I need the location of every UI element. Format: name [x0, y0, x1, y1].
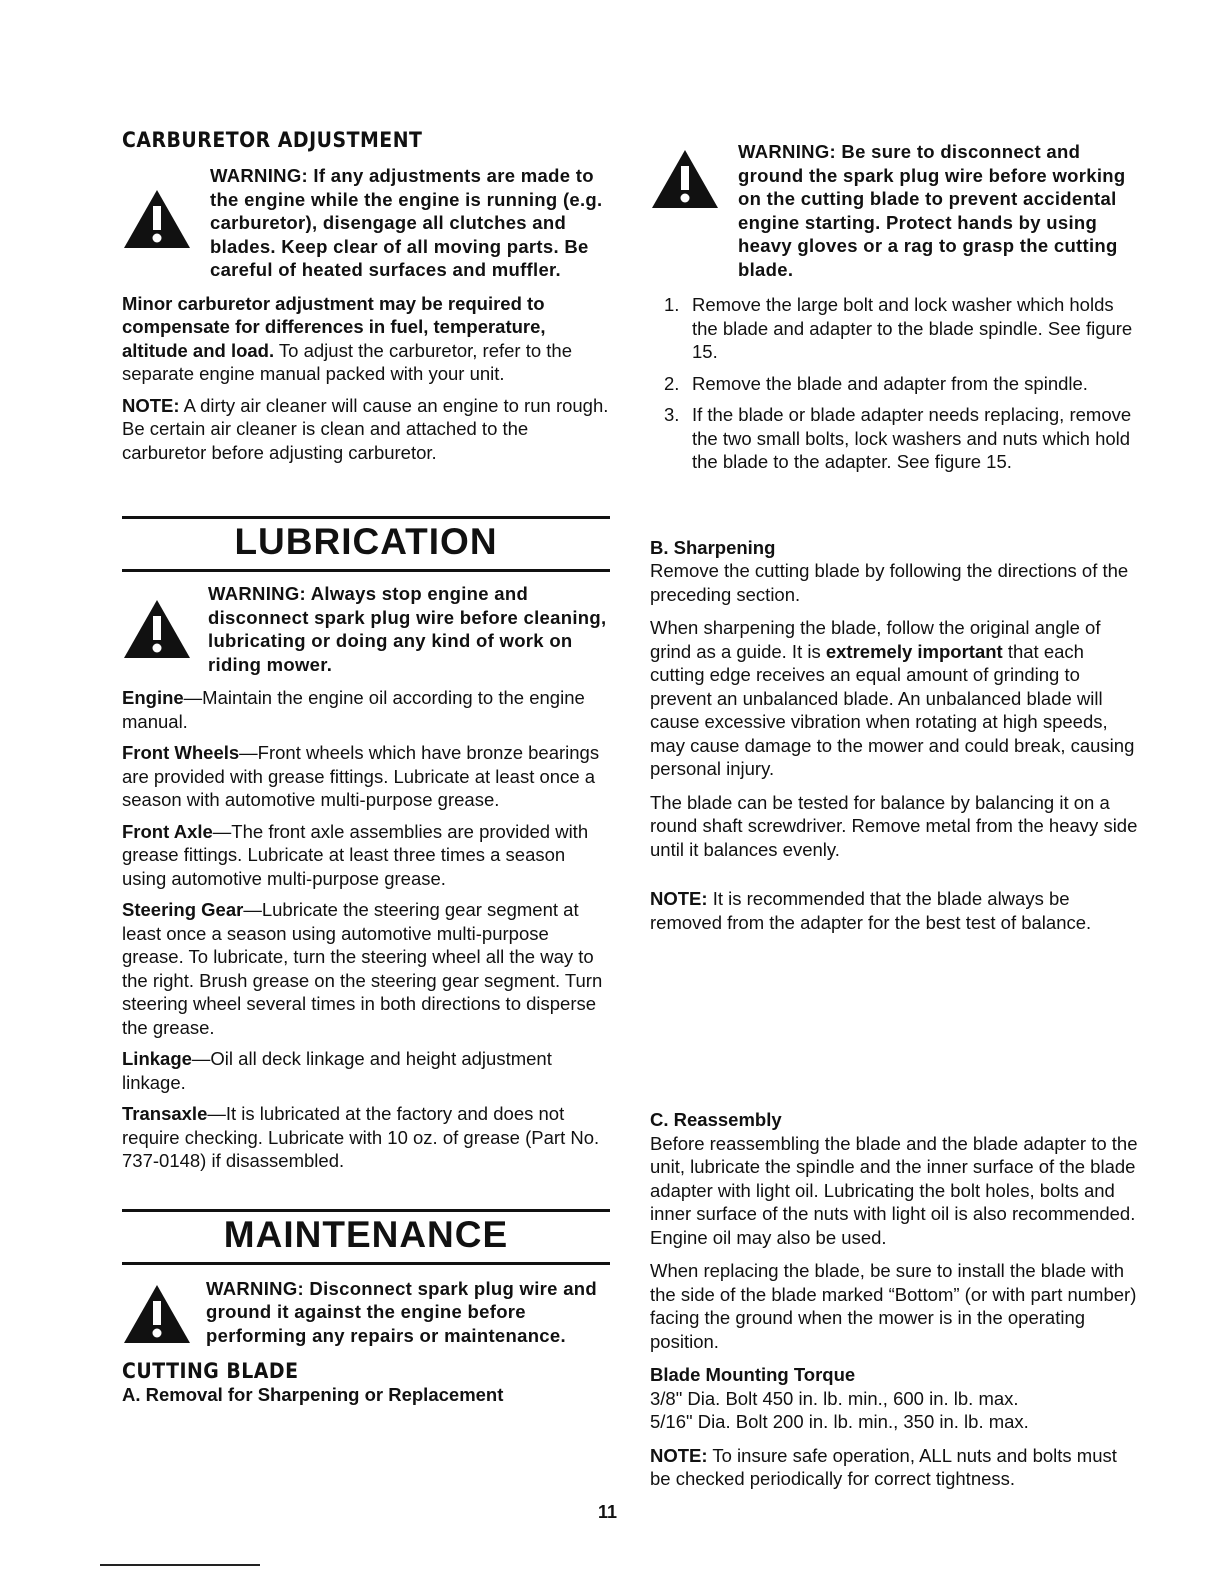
footer-rule	[100, 1564, 260, 1566]
divider	[122, 1262, 610, 1265]
item-label: Engine	[122, 687, 184, 708]
lubrication-item	[122, 1047, 610, 1094]
lubrication-items	[122, 686, 610, 1173]
item-text: —It is lubricated at the factory and does not require checking. Lubricate with 10 oz. of grease (Part No. 737-0148) if disassembled.	[122, 1103, 600, 1171]
divider	[122, 516, 610, 519]
lubrication-item	[122, 1102, 610, 1173]
divider	[122, 1209, 610, 1212]
page-number: 11	[598, 1502, 618, 1522]
sharpening-paragraph: The blade can be tested for balance by balancing it on a round shaft screwdriver. Remove metal from the heavy side until it balances evenly.	[650, 791, 1138, 860]
left-column	[122, 128, 610, 1407]
step-text: Remove the blade and adapter from the spindle.	[692, 372, 1088, 394]
removal-heading: A. Removal for Sharpening or Replacement	[122, 1384, 504, 1405]
warning-icon	[122, 598, 192, 660]
emphasis: extremely important	[825, 640, 1003, 662]
note-text: To insure safe operation, ALL nuts and bolts must be checked periodically for correct tightness.	[650, 1444, 1117, 1489]
cutting-blade-heading: CUTTING BLADE	[122, 1359, 299, 1383]
warning-icon	[122, 188, 192, 250]
carburetor-note-text: A dirty air cleaner will cause an engine to run rough. Be certain air cleaner is clean and attached to the carburetor before adjusting carburetor.	[122, 394, 609, 463]
divider	[122, 569, 610, 572]
maintenance-section-header	[122, 1209, 610, 1265]
blade-warning-text: WARNING: Be sure to disconnect and ground the spark plug wire before working on the cutting blade to prevent accidental engine starting. Protect hands by using heavy gloves or a rag to grasp the cutting blade.	[738, 141, 1126, 280]
carburetor-warning-text: WARNING: If any adjustments are made to the engine while the engine is running (e.g. carburetor), disengage all clutches and blades. Keep clear of all moving parts. Be careful of heated surfaces and muffler.	[210, 165, 603, 280]
right-column	[650, 140, 1140, 1489]
sharpening-heading: B. Sharpening	[650, 536, 776, 558]
removal-steps	[650, 293, 1140, 474]
sharpening-section	[650, 536, 1140, 935]
sharpening-paragraph	[650, 616, 1140, 781]
warning-icon	[650, 148, 720, 210]
maintenance-title: MAINTENANCE	[223, 1213, 509, 1255]
item-label: Front Wheels	[122, 742, 240, 763]
item-text: —The front axle assemblies are provided with grease fittings. Lubricate at least three times a season using automotive multi-purpose grease.	[122, 820, 589, 889]
note-label: NOTE:	[650, 1444, 708, 1466]
carburetor-paragraph-rest: To adjust the carburetor, refer to the separate engine manual packed with your unit.	[122, 339, 573, 384]
torque-heading: Blade Mounting Torque	[650, 1364, 856, 1385]
carburetor-paragraph	[122, 292, 610, 386]
reassembly-section	[650, 1108, 1140, 1491]
item-text: —Maintain the engine oil according to the engine manual.	[122, 687, 585, 732]
item-label: Front Axle	[122, 820, 213, 842]
reassembly-note	[650, 1444, 1140, 1491]
reassembly-paragraph: Before reassembling the blade and the blade adapter to the unit, lubricate the spindle and the inner surface of the blade adapter with light oil. Lubricating the bolt holes, bolts and inner surface of the nuts with light oil is also recommended. Engine oil may also be used.	[650, 1132, 1138, 1248]
note-label: NOTE:	[122, 394, 180, 416]
item-text: —Front wheels which have bronze bearings are provided with grease fittings. Lubricate at least once a season with automotive multi-purpose grease.	[122, 742, 600, 810]
lubrication-item	[122, 741, 610, 812]
step-number: 2.	[664, 372, 680, 394]
step-text: If the blade or blade adapter needs replacing, remove the two small bolts, lock washers and nuts which hold the blade to the adapter. See figure 15.	[692, 404, 1132, 472]
item-text: —Lubricate the steering gear segment at least once a season using automotive multi-purpose grease. To lubricate, turn the steering wheel all the way to the right. Brush grease on the steering gear segment. Turn steering wheel several times in both directions to disperse the grease.	[122, 899, 603, 1038]
blade-warning	[650, 140, 1140, 281]
torque-spec: 3/8" Dia. Bolt 450 in. lb. min., 600 in. lb. max.	[650, 1387, 1019, 1409]
list-item	[650, 403, 1140, 474]
maintenance-warning-text: WARNING: Disconnect spark plug wire and ground it against the engine before performing any repairs or maintenance.	[206, 1277, 598, 1346]
text-span: that each cutting edge receives an equal amount of grinding to prevent an unbalanced blade. An unbalanced blade will cause excessive vibration when rotating at high speeds, may cause damage to the mower and could break, causing personal injury.	[650, 640, 1135, 779]
lubrication-title: LUBRICATION	[234, 521, 498, 562]
text-span: When sharpening the blade, follow the original angle of grind as a guide. It is	[650, 617, 1101, 662]
lubrication-item	[122, 898, 610, 1039]
lubrication-warning	[122, 582, 610, 676]
item-label: Transaxle	[122, 1103, 208, 1124]
step-number: 3.	[664, 404, 680, 425]
reassembly-paragraph: When replacing the blade, be sure to install the blade with the side of the blade marked “Bottom” (or with part number) facing the ground when the mower is in the operating position.	[650, 1260, 1137, 1352]
sharpening-paragraph: Remove the cutting blade by following the directions of the preceding section.	[650, 560, 1129, 605]
note-label: NOTE:	[650, 888, 708, 909]
torque-spec: 5/16" Dia. Bolt 200 in. lb. min., 350 in. lb. max.	[650, 1411, 1029, 1432]
carburetor-heading: CARBURETOR ADJUSTMENT	[122, 128, 423, 152]
item-label: Linkage	[122, 1048, 192, 1069]
lubrication-item	[122, 820, 610, 891]
carburetor-warning	[122, 164, 610, 282]
note-text: It is recommended that the blade always be removed from the adapter for the best test of balance.	[650, 888, 1092, 933]
list-item	[650, 293, 1140, 364]
item-text: —Oil all deck linkage and height adjustment linkage.	[122, 1048, 552, 1093]
carburetor-note	[122, 394, 610, 465]
carburetor-paragraph-bold: Minor carburetor adjustment may be required to compensate for differences in fuel, temperature, altitude and load.	[122, 292, 546, 361]
step-text: Remove the large bolt and lock washer which holds the blade and adapter to the blade spindle. See figure 15.	[692, 294, 1133, 362]
reassembly-heading: C. Reassembly	[650, 1109, 782, 1130]
lubrication-section-header	[122, 516, 610, 572]
item-label: Steering Gear	[122, 899, 244, 920]
warning-icon	[122, 1283, 192, 1345]
maintenance-warning	[122, 1277, 610, 1348]
lubrication-item	[122, 686, 610, 733]
list-item	[650, 372, 1140, 396]
lubrication-warning-text: WARNING: Always stop engine and disconnect spark plug wire before cleaning, lubricating or doing any kind of work on riding mower.	[208, 583, 607, 675]
sharpening-note	[650, 887, 1140, 934]
step-number: 1.	[664, 294, 680, 315]
